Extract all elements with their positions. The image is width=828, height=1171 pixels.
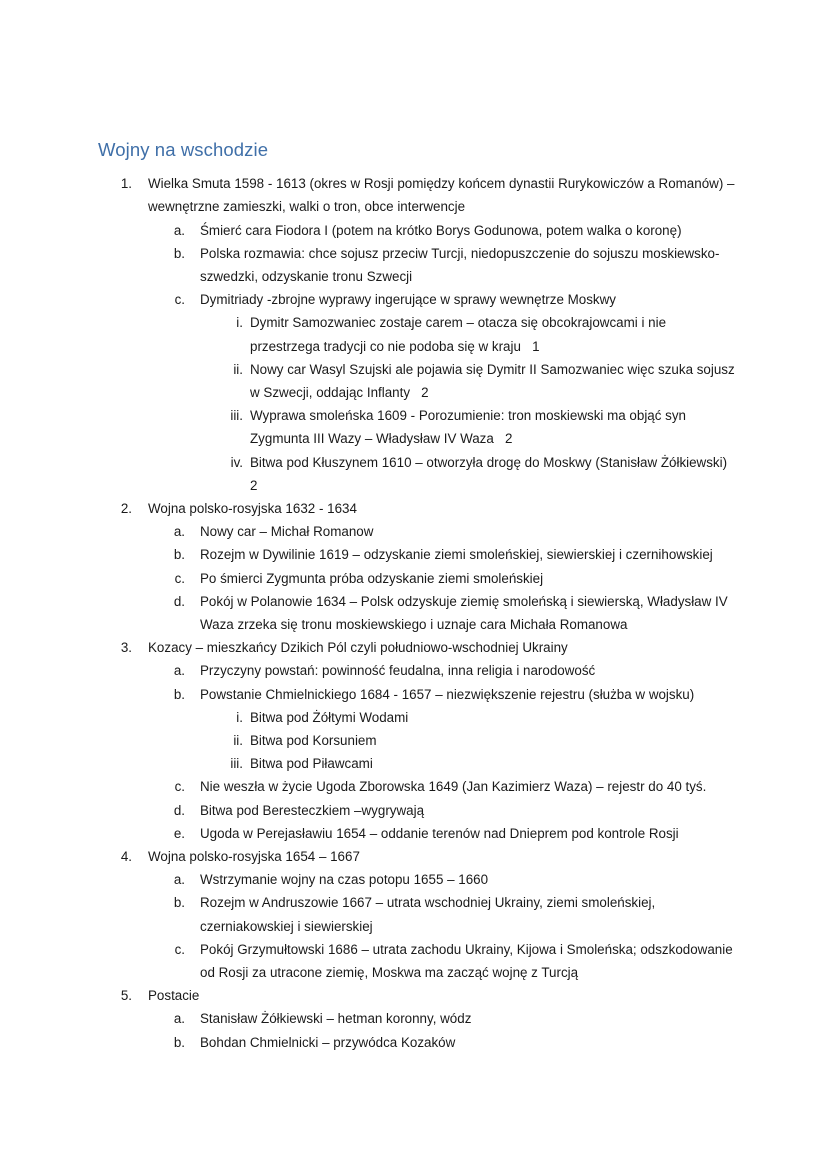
list-item (98, 891, 736, 937)
list-marker: b. (173, 547, 185, 563)
outline-entry-level-1 (98, 497, 736, 520)
list-item-text: Bitwa pod Piławcami (250, 756, 373, 772)
list-item (98, 706, 736, 729)
list-item (98, 219, 736, 242)
list-item-text: Bohdan Chmielnicki – przywódca Kozaków (200, 1034, 456, 1050)
list-marker: 3. (120, 640, 132, 656)
list-item (98, 404, 736, 450)
outline-list (98, 172, 739, 1054)
list-item (98, 1031, 736, 1054)
list-marker: c. (174, 292, 185, 308)
outline-entry-level-2 (98, 822, 736, 845)
outline-entry-level-2 (98, 683, 736, 706)
outline-entry-level-2 (98, 219, 736, 242)
list-item (98, 311, 736, 357)
list-item-text: Kozacy – mieszkańcy Dzikich Pól czyli południowo-wschodniej Ukrainy (148, 640, 568, 656)
list-item-text: Wojna polsko-rosyjska 1654 – 1667 (148, 849, 360, 865)
list-marker: 4. (120, 849, 132, 865)
list-item-text: Ugoda w Perejasławiu 1654 – oddanie terenów nad Dnieprem pod kontrole Rosji (200, 825, 679, 841)
list-item-text: Po śmierci Zygmunta próba odzyskanie ziemi smoleńskiej (200, 570, 544, 586)
list-marker: b. (173, 686, 185, 702)
outline-entry-level-2 (98, 543, 736, 566)
list-marker: c. (174, 941, 185, 957)
list-item (98, 288, 739, 497)
list-item-text: Rozejm w Andruszowie 1667 – utrata wschodniej Ukrainy, ziemi smoleńskiej, czerniakowskiej i siewierskiej (200, 895, 659, 934)
outline-entry-level-1 (98, 172, 739, 218)
list-item-text: Rozejm w Dywilinie 1619 – odzyskanie ziemi smoleńskiej, siewierskiej i czernihowskiej (200, 547, 713, 563)
list-marker: a. (173, 663, 185, 679)
list-item-text: Wielka Smuta 1598 - 1613 (okres w Rosji pomiędzy końcem dynastii Rurykowiczów a Romanów) – wewnętrzne zamieszki, walki o tron, obce interwencje (148, 176, 739, 215)
list-marker: b. (173, 895, 185, 911)
document-body (98, 138, 739, 1054)
list-item (98, 636, 736, 845)
outline-entry-level-2 (98, 288, 736, 311)
list-item-text: Bitwa pod Kłuszynem 1610 – otworzyła drogę do Moskwy (Stanisław Żółkiewski) 2 (250, 454, 739, 493)
outline-entry-level-3 (98, 311, 736, 357)
list-item-text: Wojna polsko-rosyjska 1632 - 1634 (148, 500, 357, 516)
outline-sublist (98, 659, 736, 845)
outline-entry-level-2 (98, 242, 736, 288)
outline-entry-level-2 (98, 590, 736, 636)
list-marker: a. (173, 524, 185, 540)
list-item (98, 984, 736, 1054)
outline-sublist (98, 219, 739, 497)
outline-entry-level-3 (98, 706, 736, 729)
list-item-text: Przyczyny powstań: powinność feudalna, inna religia i narodowość (200, 663, 596, 679)
outline-entry-level-1 (98, 984, 736, 1007)
list-item (98, 938, 736, 984)
outline-entry-level-1 (98, 636, 736, 659)
outline-entry-level-3 (98, 752, 736, 775)
outline-entry-level-2 (98, 891, 736, 937)
list-marker: ii. (233, 361, 243, 377)
outline-entry-level-2 (98, 799, 736, 822)
outline-entry-level-2 (98, 567, 736, 590)
list-item-text: Postacie (148, 988, 200, 1004)
list-item (98, 451, 739, 497)
list-item (98, 683, 736, 776)
list-item (98, 567, 736, 590)
list-item-text: Dymitr Samozwaniec zostaje carem – otacza się obcokrajowcami i nie przestrzega tradycji co nie podoba się w kraju 1 (250, 315, 670, 354)
outline-entry-level-2 (98, 1007, 736, 1030)
outline-entry-level-3 (98, 358, 739, 404)
list-item-text: Pokój w Polanowie 1634 – Polsk odzyskuje ziemię smoleńską i siewierską, Władysław IV Waza zrzeka się tronu moskiewskiego i uznaje cara Michała Romanowa (200, 593, 732, 632)
list-item-text: Stanisław Żółkiewski – hetman koronny, wódz (200, 1011, 472, 1027)
list-marker: b. (173, 245, 185, 261)
list-item-text: Pokój Grzymułtowski 1686 – utrata zachodu Ukrainy, Kijowa i Smoleńska; odszkodowanie od Rosji za utracone ziemię, Moskwa ma zacząć wojnę z Turcją (200, 941, 737, 981)
outline-sublist (98, 520, 736, 636)
list-item-text: Bitwa pod Żółtymi Wodami (250, 709, 409, 725)
list-item-text: Wyprawa smoleńska 1609 - Porozumienie: tron moskiewski ma objąć syn Zygmunta III Wazy – Władysław IV Waza 2 (250, 408, 690, 447)
list-item (98, 845, 736, 984)
outline-entry-level-3 (98, 404, 736, 450)
list-item-text: Śmierć cara Fiodora I (potem na krótko Borys Godunowa, potem walka o koronę) (200, 222, 682, 238)
list-marker: b. (173, 1034, 185, 1050)
list-marker: d. (173, 802, 185, 818)
list-item-text: Bitwa pod Korsuniem (250, 733, 377, 748)
outline-sublist (98, 311, 739, 497)
list-item (98, 358, 739, 404)
list-item-text: Powstanie Chmielnickiego 1684 - 1657 – niezwiększenie rejestru (służba w wojsku) (200, 686, 695, 702)
list-marker: c. (174, 570, 185, 586)
list-item (98, 172, 739, 497)
list-marker: a. (173, 222, 185, 238)
list-marker: 5. (120, 988, 132, 1004)
list-marker: i. (236, 709, 243, 725)
outline-sublist (98, 868, 736, 984)
list-marker: i. (236, 315, 243, 331)
list-item (98, 822, 736, 845)
list-marker: c. (174, 779, 185, 795)
outline-entry-level-3 (98, 729, 736, 752)
list-marker: a. (173, 872, 185, 888)
list-marker: ii. (233, 733, 243, 748)
outline-entry-level-2 (98, 520, 736, 543)
outline-entry-level-3 (98, 451, 739, 497)
outline-entry-level-2 (98, 775, 736, 798)
list-marker: a. (173, 1011, 185, 1027)
list-item-text: Nowy car – Michał Romanow (200, 524, 374, 540)
list-marker: iv. (230, 454, 243, 470)
list-marker: d. (173, 593, 185, 609)
outline-entry-level-2 (98, 1031, 736, 1054)
list-item-text: Nowy car Wasyl Szujski ale pojawia się Dymitr II Samozwaniec więc szuka sojusz w Szwecji, oddając Inflanty 2 (250, 361, 739, 400)
list-marker: 1. (120, 176, 132, 192)
outline-entry-level-2 (98, 868, 736, 891)
list-item (98, 242, 736, 288)
list-item (98, 775, 736, 798)
list-marker: iii. (230, 408, 243, 424)
list-item (98, 868, 736, 891)
list-item (98, 590, 736, 636)
list-marker: iii. (230, 756, 243, 772)
list-item-text: Polska rozmawia: chce sojusz przeciw Turcji, niedopuszczenie do sojuszu moskiewsko-szwedzki, odzyskanie tronu Szwecji (200, 245, 720, 284)
page-title: Wojny na wschodzie (98, 139, 269, 160)
list-item (98, 1007, 736, 1030)
list-marker: 2. (120, 500, 132, 516)
outline-entry-level-1 (98, 845, 736, 868)
list-item (98, 729, 736, 752)
list-item (98, 752, 736, 775)
outline-entry-level-2 (98, 659, 736, 682)
list-marker: e. (173, 825, 185, 841)
list-item (98, 520, 736, 543)
list-item (98, 543, 736, 566)
list-item (98, 659, 736, 682)
list-item-text: Dymitriady -zbrojne wyprawy ingerujące w sprawy wewnętrze Moskwy (200, 292, 616, 308)
list-item-text: Wstrzymanie wojny na czas potopu 1655 – 1660 (200, 872, 489, 888)
list-item (98, 799, 736, 822)
outline-entry-level-2 (98, 938, 736, 984)
list-item-text: Nie weszła w życie Ugoda Zborowska 1649 (Jan Kazimierz Waza) – rejestr do 40 tyś. (200, 779, 707, 795)
list-item (98, 497, 736, 636)
outline-sublist (98, 1007, 736, 1053)
outline-sublist (98, 706, 736, 776)
list-item-text: Bitwa pod Beresteczkiem –wygrywają (200, 802, 425, 818)
